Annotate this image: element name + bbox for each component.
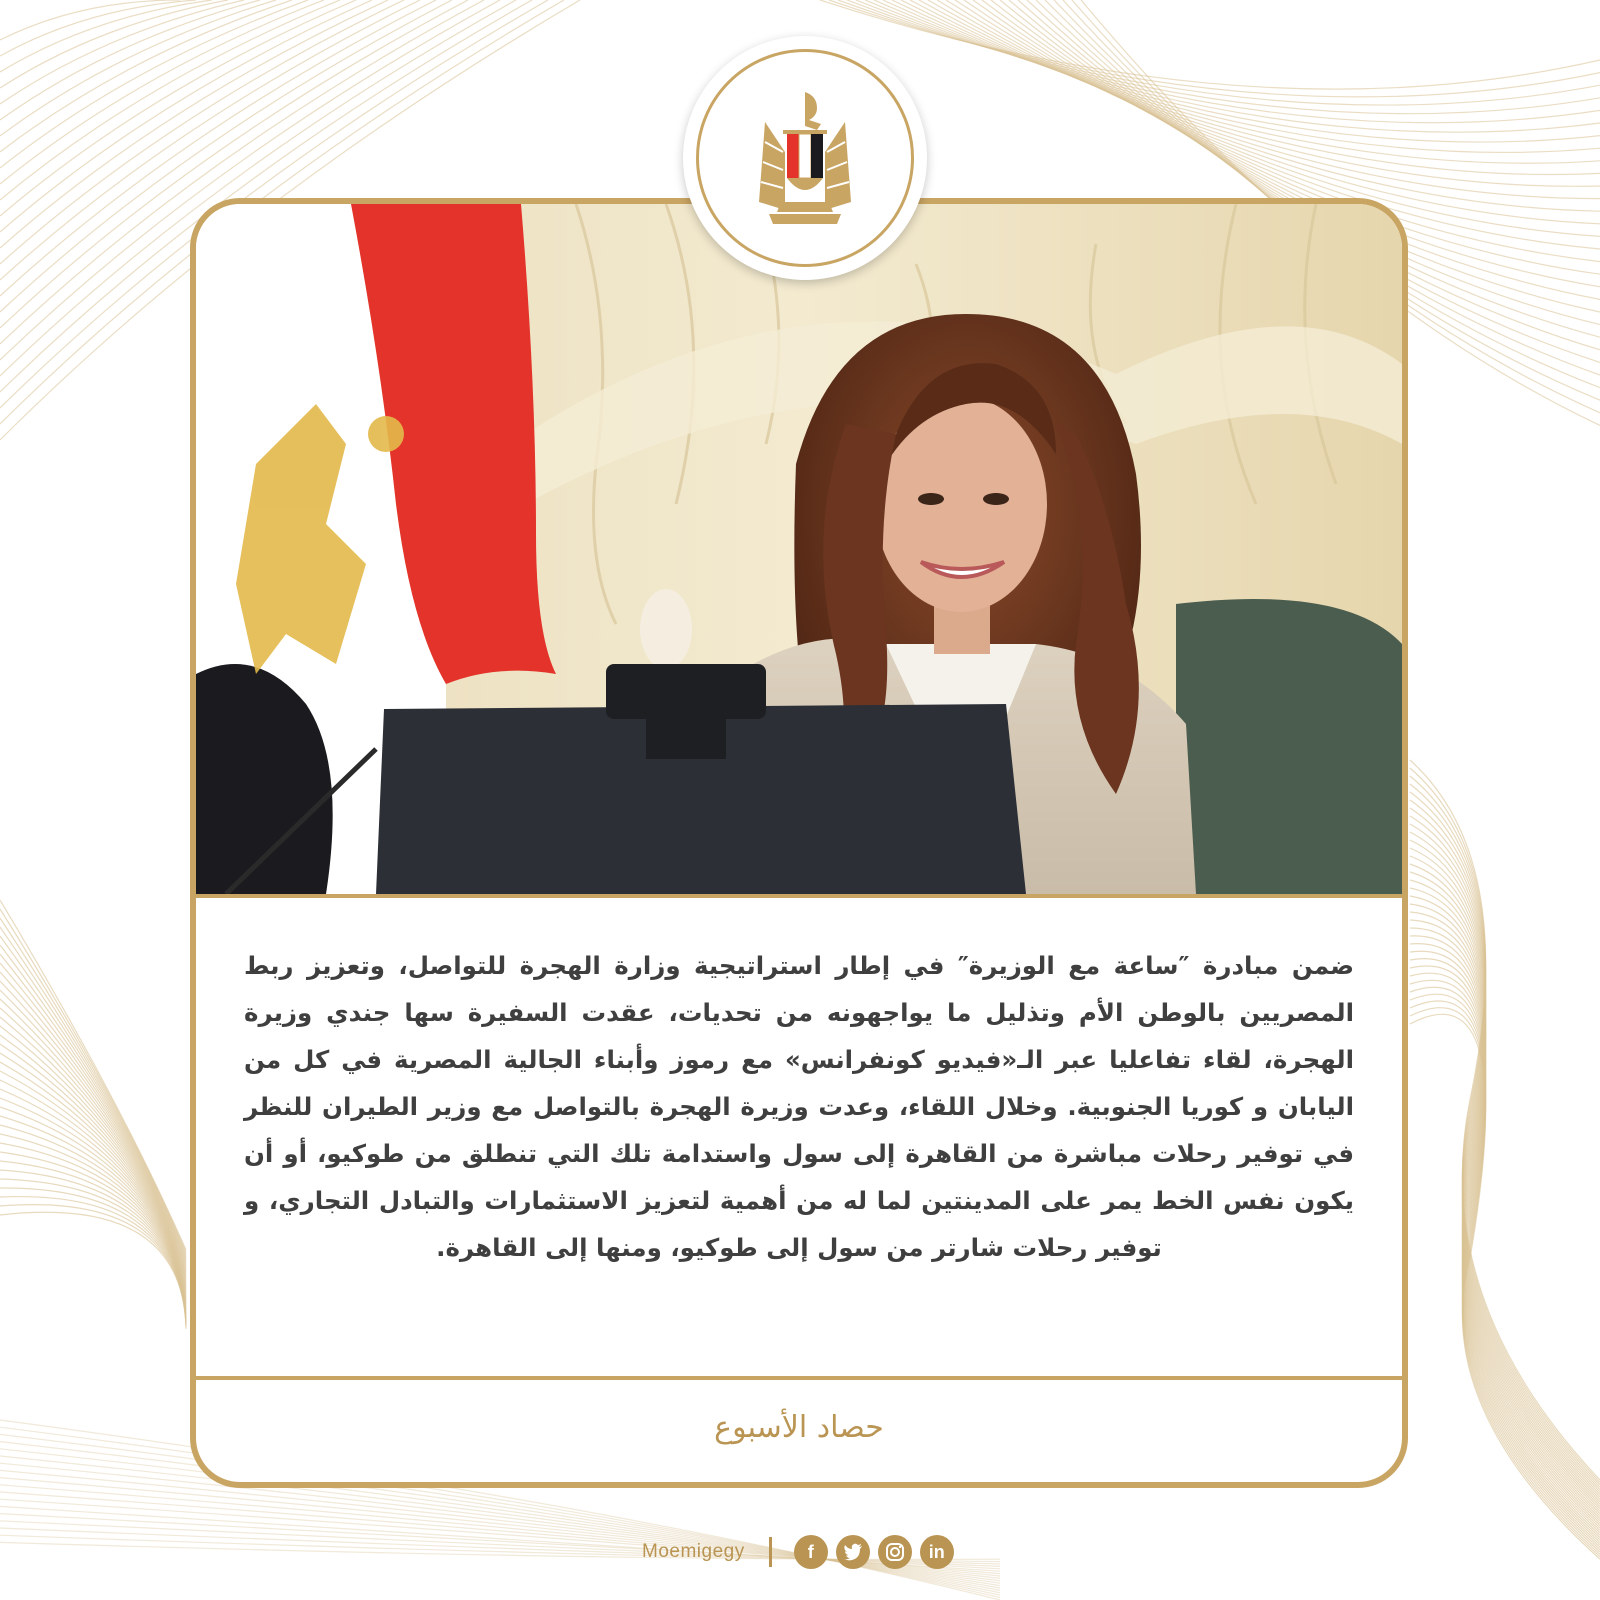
post-card bbox=[190, 198, 1408, 1488]
facebook-icon[interactable]: f bbox=[794, 1535, 828, 1569]
post-body-text: ضمن مبادرة ″ساعة مع الوزيرة″ في إطار استراتيجية وزارة الهجرة للتواصل، وتعزيز ربط المصريين بالوطن الأم وتذليل ما يواجهونه من تحديات، عقدت السفيرة سها جندي وزيرة الهجرة، لقاء تفاعليا عبر الـ«فيديو كونفرانس» مع رموز وأبناء الجالية المصرية في كل من اليابان و كوريا الجنوبية. وخلال اللقاء، وعدت وزيرة الهجرة بالتواصل مع وزير الطيران للنظر في توفير رحلات مباشرة من القاهرة إلى سول واستدامة تلك التي تنطلق من طوكيو، أو أن يكون نفس الخط يمر على المدينتين لما له من أهمية لتعزيز الاستثمارات والتبادل التجاري، و توفير رحلات شارتر من سول إلى طوكيو، ومنها إلى القاهرة. bbox=[244, 951, 1354, 1262]
minister-photo bbox=[196, 204, 1402, 898]
eagle-icon bbox=[699, 52, 911, 264]
social-handle[interactable]: Moemigegy bbox=[642, 1541, 745, 1562]
social-footer bbox=[642, 1530, 954, 1574]
social-icons bbox=[794, 1535, 954, 1569]
weekly-harvest-title: حصاد الأسبوع bbox=[714, 1410, 884, 1445]
logo-ring bbox=[696, 49, 914, 267]
card-divider bbox=[196, 1376, 1402, 1380]
footer-separator bbox=[769, 1537, 772, 1567]
instagram-icon[interactable] bbox=[878, 1535, 912, 1569]
ministry-logo bbox=[683, 36, 927, 280]
linkedin-icon[interactable]: in bbox=[920, 1535, 954, 1569]
twitter-icon[interactable] bbox=[836, 1535, 870, 1569]
